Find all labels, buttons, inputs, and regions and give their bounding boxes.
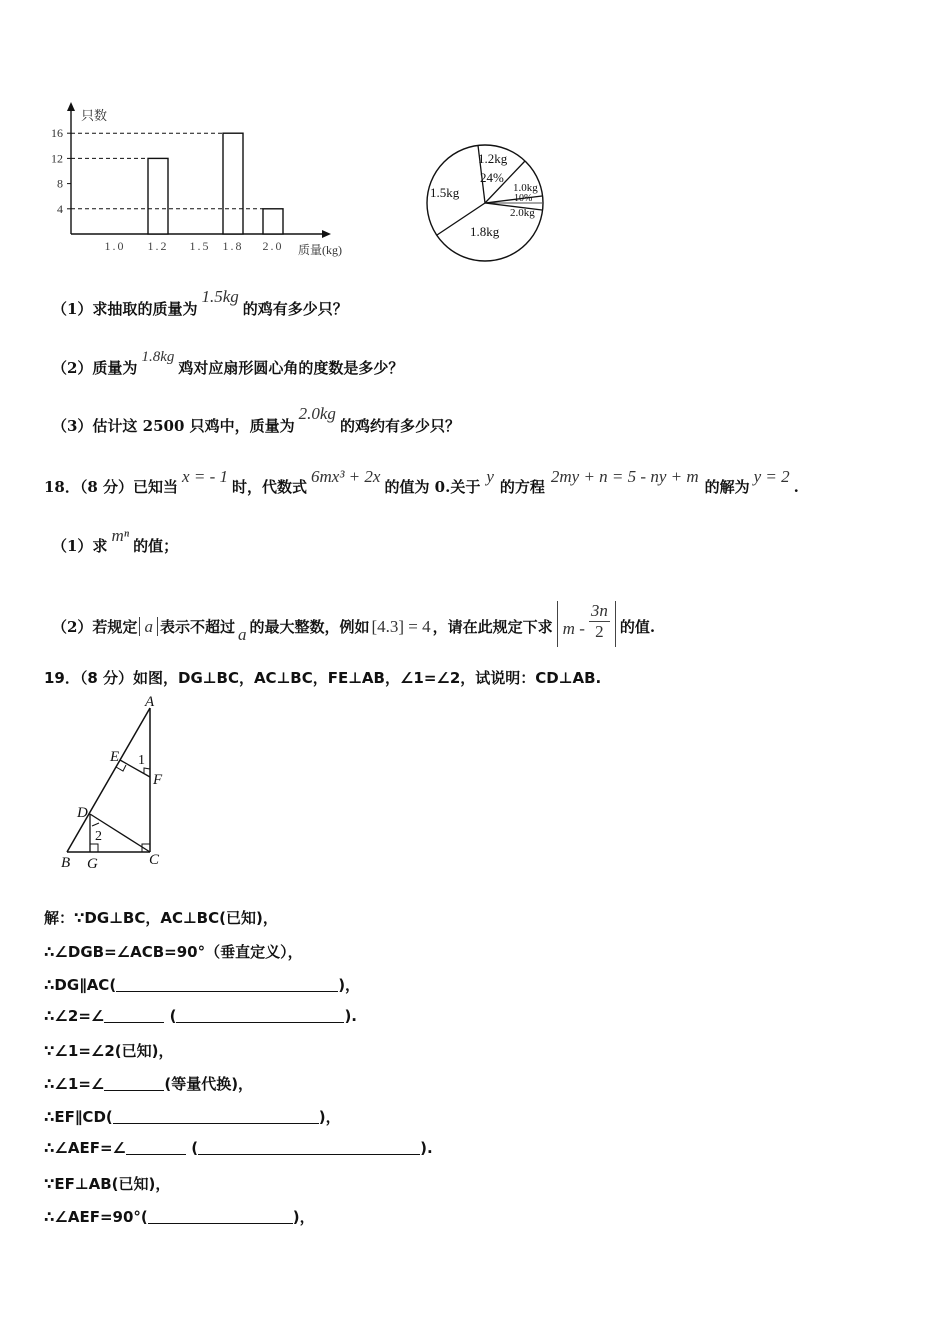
p18-math-y: y: [486, 467, 494, 486]
pie-label-1-5kg: 1.5kg: [430, 185, 460, 200]
blank-reason-7[interactable]: [113, 1109, 319, 1124]
x-axis-arrow: [322, 230, 331, 238]
sol-line-7: ∴EF∥CD( )，: [44, 1108, 341, 1126]
p18-s2-bracket-a: a: [139, 617, 158, 636]
p18-s1-math: mⁿ: [111, 526, 130, 545]
pie-label-24pct: 24%: [480, 170, 504, 185]
sol-line-2: ∴∠DGB=∠ACB=90°（垂直定义），: [44, 943, 303, 961]
x-tick-label-1.2: 1.2: [147, 239, 169, 253]
sol-line-8: ∴∠AEF=∠ ( ).: [44, 1139, 433, 1157]
y-tick-label-8: 8: [57, 176, 63, 191]
blank-angle-6[interactable]: [104, 1076, 164, 1091]
p18-s2-floor-expr: m - $\frac{3n}{2}$: [557, 601, 616, 647]
p18-math-sol: y = 2: [753, 467, 790, 486]
y-axis-label: 只数: [81, 108, 108, 123]
x-tick-label-1.5: 1.5: [189, 239, 211, 253]
x-axis-label: 质量(kg): [298, 243, 342, 257]
label-2: 2: [95, 829, 102, 844]
sol-line-5: ∵∠1=∠2(已知)，: [44, 1042, 174, 1060]
y-axis-arrow: [67, 102, 75, 111]
triangle-figure: [55, 695, 175, 875]
p18-s2: （2）若规定 a 表示不超过 a 的最大整数，例如 [4.3] = 4 ，请在此规定下求 m - $\frac{3n}{2}$ 的值.: [52, 605, 655, 651]
p18-math-expr: 6mx³ + 2x: [311, 467, 381, 486]
bar-2.0: [263, 209, 283, 234]
bar-1.8: [223, 133, 243, 234]
y-tick-label-4: 4: [57, 201, 63, 216]
blank-angle-4[interactable]: [104, 1008, 164, 1023]
p17-q2-math: 1.8kg: [141, 349, 175, 365]
p18-s2-example: [4.3] = 4: [371, 617, 431, 636]
p18-math-x: x = - 1: [182, 467, 228, 486]
pie-label-10pct: 10%: [514, 193, 533, 204]
sol-line-6: ∴∠1=∠ (等量代换)，: [44, 1075, 254, 1093]
blank-reason-3[interactable]: [116, 977, 338, 992]
p17-q2: （2）质量为1.8kg鸡对应扇形圆心角的度数是多少？: [52, 349, 404, 377]
label-D: D: [77, 805, 88, 821]
blank-reason-8[interactable]: [198, 1140, 420, 1155]
x-tick-label-2.0: 2.0: [262, 239, 284, 253]
y-tick-label-16: 16: [51, 126, 63, 141]
p18-stem: 18．（8 分）已知当x = - 1时，代数式6mx³ + 2x的值为 0.关于y的方程2my + n = 5 - ny + m的解为y = 2.: [44, 467, 799, 496]
p17-q1: （1）求抽取的质量为1.5kg的鸡有多少只？: [52, 287, 348, 318]
p18-s1: （1）求mⁿ的值；: [52, 526, 179, 555]
blank-angle-8[interactable]: [126, 1140, 186, 1155]
pie-label-1-2kg: 1.2kg: [478, 151, 508, 166]
label-F: F: [153, 772, 163, 788]
bar-1.2: [148, 158, 168, 234]
blank-reason-10[interactable]: [148, 1209, 293, 1224]
sol-line-9: ∵EF⊥AB(已知)，: [44, 1175, 171, 1193]
p17-q3-math: 2.0kg: [298, 404, 336, 423]
sol-line-1: 解：∵DG⊥BC，AC⊥BC(已知)，: [44, 909, 278, 927]
x-tick-label-1.8: 1.8: [222, 239, 244, 253]
label-1: 1: [138, 753, 145, 768]
y-tick-label-12: 12: [51, 151, 63, 166]
sol-line-3: ∴DG∥AC( )，: [44, 976, 361, 994]
p18-s2-a: a: [237, 625, 247, 644]
bar-chart: [40, 100, 370, 270]
p17-q3: （3）估计这 2500 只鸡中，质量为2.0kg的鸡约有多少只？: [52, 404, 460, 435]
p18-math-eq: 2my + n = 5 - ny + m: [550, 467, 699, 486]
label-C: C: [149, 852, 160, 868]
label-A: A: [145, 695, 155, 710]
sol-line-10: ∴∠AEF=90°( )，: [44, 1208, 315, 1226]
pie-chart: [420, 138, 555, 268]
sol-line-4: ∴∠2=∠ ( ).: [44, 1007, 357, 1025]
pie-label-2-0kg: 2.0kg: [510, 207, 535, 219]
p19-title: 19．（8 分）如图，DG⊥BC，AC⊥BC，FE⊥AB，∠1=∠2，试说明：CD⊥AB.: [44, 669, 602, 687]
pie-label-1-8kg: 1.8kg: [470, 224, 500, 239]
p17-q1-math: 1.5kg: [201, 287, 239, 306]
pie-label-1-0kg: 1.0kg: [513, 182, 538, 194]
blank-reason-4[interactable]: [176, 1008, 344, 1023]
label-G: G: [87, 856, 98, 872]
label-E: E: [110, 749, 120, 765]
x-tick-label-1.0: 1.0: [104, 239, 126, 253]
label-B: B: [61, 855, 71, 871]
